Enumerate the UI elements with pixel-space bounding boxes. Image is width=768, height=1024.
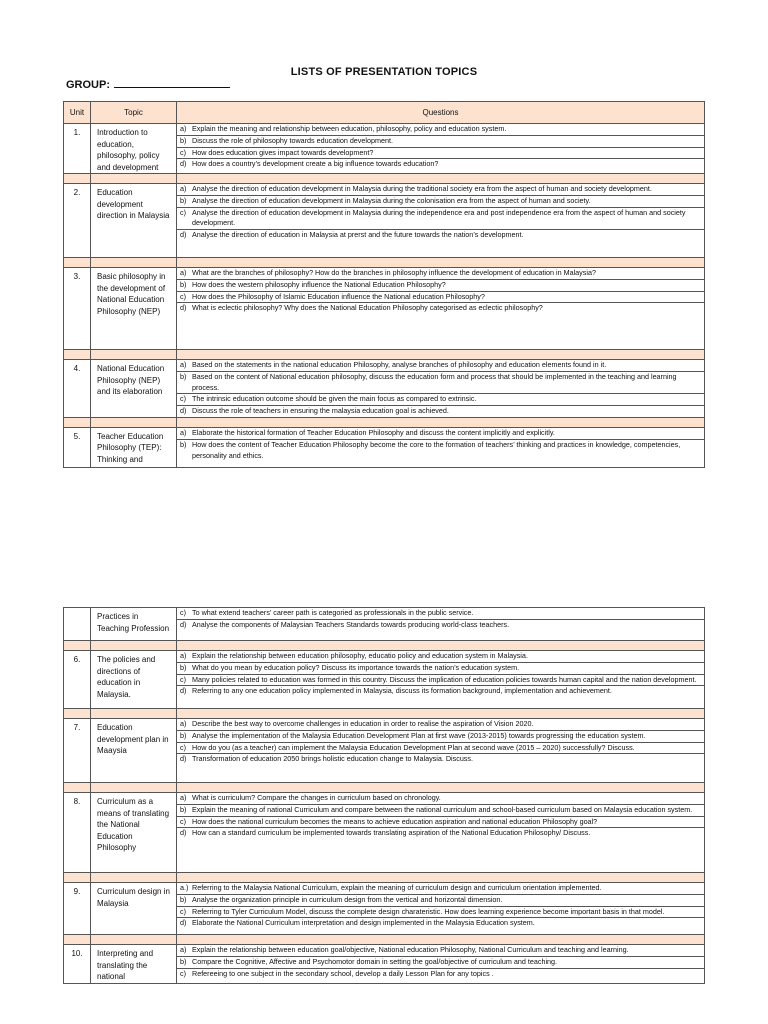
question-label: b): [180, 730, 187, 740]
unit-number: 7.: [64, 719, 91, 783]
unit-number: 6.: [64, 651, 91, 709]
divider-cell: [91, 417, 177, 427]
topic-row: [64, 360, 705, 418]
question-text: Analyse the direction of education development in Malaysia during the independence era and post independence era from the aspect of human and society development.: [192, 207, 686, 228]
question-label: a): [180, 945, 187, 954]
question-item: [177, 828, 704, 839]
question-item: [177, 793, 704, 805]
divider-cell: [91, 873, 177, 883]
unit-number: 10.: [64, 945, 91, 984]
table-header-row: [64, 102, 705, 124]
question-text: Based on the statements in the national education Philosophy, analyse branches of philosophy and education elements found in it.: [192, 360, 607, 369]
question-label: d): [180, 230, 187, 240]
topics-table-page-1: [63, 101, 704, 468]
question-text: Explain the relationship between education goal/objective, National education Philosophy, National Curriculum and teaching and learning.: [192, 945, 629, 954]
divider-cell: [91, 174, 177, 184]
divider-cell: [177, 873, 705, 883]
question-item: [177, 895, 704, 907]
topic-row: [64, 124, 705, 174]
question-text: Discuss the role of philosophy towards education development.: [192, 135, 393, 145]
divider-cell: [177, 935, 705, 945]
topic-title: The policies and directions of education in Malaysia.: [91, 651, 177, 709]
unit-number: 5.: [64, 427, 91, 467]
topic-title: Basic philosophy in the development of National Education Philosophy (NEP): [91, 268, 177, 350]
topics-table-page-2: [63, 607, 704, 984]
question-text: Explain the meaning and relationship between education, philosophy, policy and education system.: [192, 124, 507, 133]
divider-cell: [177, 783, 705, 793]
question-item: [177, 957, 704, 969]
question-label: d): [180, 754, 187, 764]
questions-cell: [177, 883, 705, 935]
group-blank-line: [114, 77, 230, 88]
topic-row: [64, 608, 705, 641]
question-label: d): [180, 918, 187, 928]
question-item: [177, 184, 704, 196]
question-item: [177, 675, 704, 687]
question-item: [177, 428, 704, 440]
topic-title: Introduction to education, philosophy, policy and development: [91, 124, 177, 174]
question-label: d): [180, 686, 187, 696]
question-text: What do you mean by education policy? Discuss its importance towards the nation’s education system.: [192, 662, 520, 672]
topic-title: Curriculum as a means of translating the National Education Philosophy: [91, 793, 177, 873]
question-item: [177, 440, 704, 462]
question-text: Analyse the direction of education in Malaysia at prerst and the future towards the nation’s development.: [192, 230, 524, 240]
question-text: Referring to the Malaysia National Curriculum, explain the meaning of curriculum design and curriculum orientation implemented.: [192, 883, 602, 892]
question-label: c): [180, 906, 186, 916]
section-divider-row: [64, 783, 705, 793]
question-item: [177, 196, 704, 208]
topic-row: [64, 651, 705, 709]
question-label: a): [180, 793, 187, 802]
group-label: GROUP:: [66, 79, 110, 91]
unit-number: 3.: [64, 268, 91, 350]
question-item: [177, 124, 704, 136]
section-divider-row: [64, 174, 705, 184]
question-text: The intrinsic education outcome should be given the main focus as compared to extrinsic.: [192, 394, 477, 404]
question-item: [177, 731, 704, 743]
topic-row: [64, 184, 705, 258]
question-text: Compare the Cognitive, Affective and Psychomotor domain in setting the goal/objective of curriculum and teaching.: [192, 956, 558, 966]
question-text: Discuss the role of teachers in ensuring the malaysia education goal is achieved.: [192, 406, 449, 416]
question-label: a.): [180, 883, 189, 892]
question-item: [177, 292, 704, 304]
unit-number: 8.: [64, 793, 91, 873]
question-text: Analyse the implementation of the Malaysia Education Development Plan at first wave (2013-2015) towards progressing the education system.: [192, 730, 646, 740]
question-label: d): [180, 828, 187, 838]
question-text: How does the Philosophy of Islamic Education influence the National education Philosophy?: [192, 291, 485, 301]
question-label: c): [180, 291, 186, 301]
divider-cell: [64, 783, 91, 793]
unit-number: 4.: [64, 360, 91, 418]
topic-title: Education development direction in Malaysia: [91, 184, 177, 258]
question-item: [177, 608, 704, 620]
question-label: c): [180, 207, 186, 217]
page-title: LISTS OF PRESENTATION TOPICS: [290, 66, 478, 78]
question-label: b): [180, 439, 187, 449]
question-item: [177, 159, 704, 170]
question-item: [177, 268, 704, 280]
question-item: [177, 719, 704, 731]
divider-cell: [64, 174, 91, 184]
question-text: How do you (as a teacher) can implement the Malaysia Education Development Plan at second wave (2015 – 2020) successfully? Discuss.: [192, 742, 635, 752]
question-text: What are the branches of philosophy? How do the branches in philosophy influence the development of education in Malaysia?: [192, 268, 596, 277]
section-divider-row: [64, 258, 705, 268]
question-text: Analyse the components of Malaysian Teachers Standards towards producing world-class teachers.: [192, 619, 510, 629]
divider-cell: [64, 258, 91, 268]
question-label: a): [180, 124, 187, 133]
question-label: b): [180, 195, 187, 205]
question-item: [177, 686, 704, 697]
question-text: Explain the meaning of national Curriculum and compare between the national curriculum and school-based curriculum based on Malaysia education system.: [192, 804, 693, 814]
question-text: To what extend teachers’ career path is categoried as professionals in the public service.: [192, 608, 474, 617]
question-text: What is eclectic philosophy? Why does the National Education Philosophy categorised as eclectic philosophy?: [192, 303, 543, 313]
unit-number: 2.: [64, 184, 91, 258]
question-item: [177, 743, 704, 755]
question-label: a): [180, 360, 187, 369]
questions-cell: [177, 184, 705, 258]
question-label: c): [180, 816, 186, 826]
question-item: [177, 372, 704, 395]
questions-cell: [177, 268, 705, 350]
question-text: Many policies related to education was formed in this country. Discuss the implication of education policies towards human capital and the nation development.: [192, 674, 697, 684]
question-label: c): [180, 968, 186, 978]
question-label: b): [180, 279, 187, 289]
question-item: [177, 360, 704, 372]
question-text: How does the western philosophy influence the National Education Philosophy?: [192, 279, 446, 289]
question-text: Elaborate the National Curriculum interpretation and design implemented in the Malaysia Education system.: [192, 918, 535, 928]
question-label: b): [180, 804, 187, 814]
question-text: Describe the best way to overcome challenges in education in order to realise the aspiration of Vision 2020.: [192, 719, 534, 728]
questions-cell: [177, 719, 705, 783]
divider-cell: [91, 783, 177, 793]
question-item: [177, 230, 704, 241]
questions-cell: [177, 651, 705, 709]
question-text: Analyse the direction of education development in Malaysia during the colonisation era from the aspect of human and society.: [192, 195, 591, 205]
question-text: How does education gives impact towards development?: [192, 147, 374, 157]
topic-row: [64, 268, 705, 350]
question-label: b): [180, 135, 187, 145]
question-item: [177, 945, 704, 957]
topic-title: Teacher Education Philosophy (TEP): Thinking and: [91, 427, 177, 467]
question-text: Analyse the direction of education development in Malaysia during the traditional society era from the aspect of human and society development.: [192, 184, 652, 193]
topic-title: Interpreting and translating the national: [91, 945, 177, 984]
question-item: [177, 148, 704, 160]
question-item: [177, 280, 704, 292]
question-label: a): [180, 719, 187, 728]
topic-row: [64, 793, 705, 873]
question-item: [177, 754, 704, 765]
section-divider-row: [64, 350, 705, 360]
header-unit: Unit: [64, 102, 91, 124]
questions-cell: [177, 124, 705, 174]
section-divider-row: [64, 709, 705, 719]
question-text: How does the national curriculum becomes the means to achieve education aspiration and national education Philosophy goal?: [192, 816, 598, 826]
topic-title: Education development plan in Maaysia: [91, 719, 177, 783]
question-label: c): [180, 394, 186, 404]
question-item: [177, 303, 704, 314]
divider-cell: [91, 641, 177, 651]
question-label: c): [180, 608, 186, 617]
question-label: c): [180, 674, 186, 684]
questions-cell: [177, 793, 705, 873]
divider-cell: [177, 417, 705, 427]
question-text: How does a country’s development create a big influence towards education?: [192, 159, 439, 169]
question-text: Referring to Tyler Curriculum Model, discuss the complete design charateristic. How does learning experience become important basis in that model.: [192, 906, 665, 916]
questions-cell: [177, 945, 705, 984]
question-label: d): [180, 303, 187, 313]
topic-title: National Education Philosophy (NEP) and its elaboration: [91, 360, 177, 418]
question-text: How can a standard curriculum be implemented towards translating aspiration of the National Education Philosophy/ Discuss.: [192, 828, 591, 838]
divider-cell: [177, 258, 705, 268]
question-label: d): [180, 619, 187, 629]
question-item: [177, 918, 704, 929]
question-item: [177, 805, 704, 817]
topic-row: [64, 427, 705, 467]
divider-cell: [64, 350, 91, 360]
header-questions: Questions: [177, 102, 705, 124]
question-text: Referring to any one education policy implemented in Malaysia, discuss its formation background, implementation and achievement.: [192, 686, 612, 696]
question-label: a): [180, 184, 187, 193]
question-label: b): [180, 956, 187, 966]
question-text: How does the content of Teacher Education Philosophy become the core to the formation of teachers’ thinking and practices in knowledge, competencies, personality and ethics.: [192, 439, 681, 460]
question-text: Transformation of education 2050 brings holistic education change to Malaysia. Discuss.: [192, 754, 473, 764]
divider-cell: [91, 935, 177, 945]
question-item: [177, 136, 704, 148]
divider-cell: [64, 709, 91, 719]
question-item: [177, 394, 704, 406]
question-item: [177, 663, 704, 675]
divider-cell: [177, 641, 705, 651]
question-label: d): [180, 159, 187, 169]
unit-number: 1.: [64, 124, 91, 174]
divider-cell: [91, 350, 177, 360]
divider-cell: [177, 709, 705, 719]
group-field: [66, 77, 230, 91]
unit-number: [64, 608, 91, 641]
question-item: [177, 883, 704, 895]
header-topic: Topic: [91, 102, 177, 124]
question-label: c): [180, 147, 186, 157]
question-item: [177, 620, 704, 631]
questions-cell: [177, 608, 705, 641]
question-item: [177, 406, 704, 417]
questions-cell: [177, 360, 705, 418]
question-text: Refereeing to one subject in the secondary school, develop a daily Lesson Plan for any topics .: [192, 968, 494, 978]
question-label: b): [180, 371, 187, 381]
divider-cell: [91, 258, 177, 268]
topic-row: [64, 883, 705, 935]
question-item: [177, 969, 704, 980]
question-label: b): [180, 894, 187, 904]
questions-cell: [177, 427, 705, 467]
divider-cell: [177, 350, 705, 360]
question-label: c): [180, 742, 186, 752]
question-item: [177, 651, 704, 663]
question-text: Explain the relationship between education philosophy, educatio policy and education system in Malaysia.: [192, 651, 528, 660]
divider-cell: [64, 641, 91, 651]
divider-cell: [64, 873, 91, 883]
section-divider-row: [64, 873, 705, 883]
question-text: Based on the content of National education philosophy, discuss the education form and process that should be implemented in the teaching and learning process.: [192, 371, 677, 392]
divider-cell: [64, 935, 91, 945]
question-label: a): [180, 268, 187, 277]
section-divider-row: [64, 417, 705, 427]
topic-row: [64, 719, 705, 783]
question-label: d): [180, 406, 187, 416]
divider-cell: [64, 417, 91, 427]
section-divider-row: [64, 641, 705, 651]
divider-cell: [177, 174, 705, 184]
question-label: a): [180, 427, 187, 437]
topic-title: Practices in Teaching Profession: [91, 608, 177, 641]
topic-title: Curriculum design in Malaysia: [91, 883, 177, 935]
topic-row: [64, 945, 705, 984]
question-item: [177, 817, 704, 829]
unit-number: 9.: [64, 883, 91, 935]
question-text: Elaborate the historical formation of Teacher Education Philosophy and discuss the content implicitly and explicitly.: [192, 427, 555, 437]
question-item: [177, 208, 704, 231]
question-item: [177, 907, 704, 919]
question-label: b): [180, 662, 187, 672]
section-divider-row: [64, 935, 705, 945]
question-text: What is curriculum? Compare the changes in curriculum based on chronology.: [192, 793, 441, 802]
question-label: a): [180, 651, 187, 660]
divider-cell: [91, 709, 177, 719]
question-text: Analyse the organization principle in curriculum design from the vertical and horizontal dimension.: [192, 894, 503, 904]
